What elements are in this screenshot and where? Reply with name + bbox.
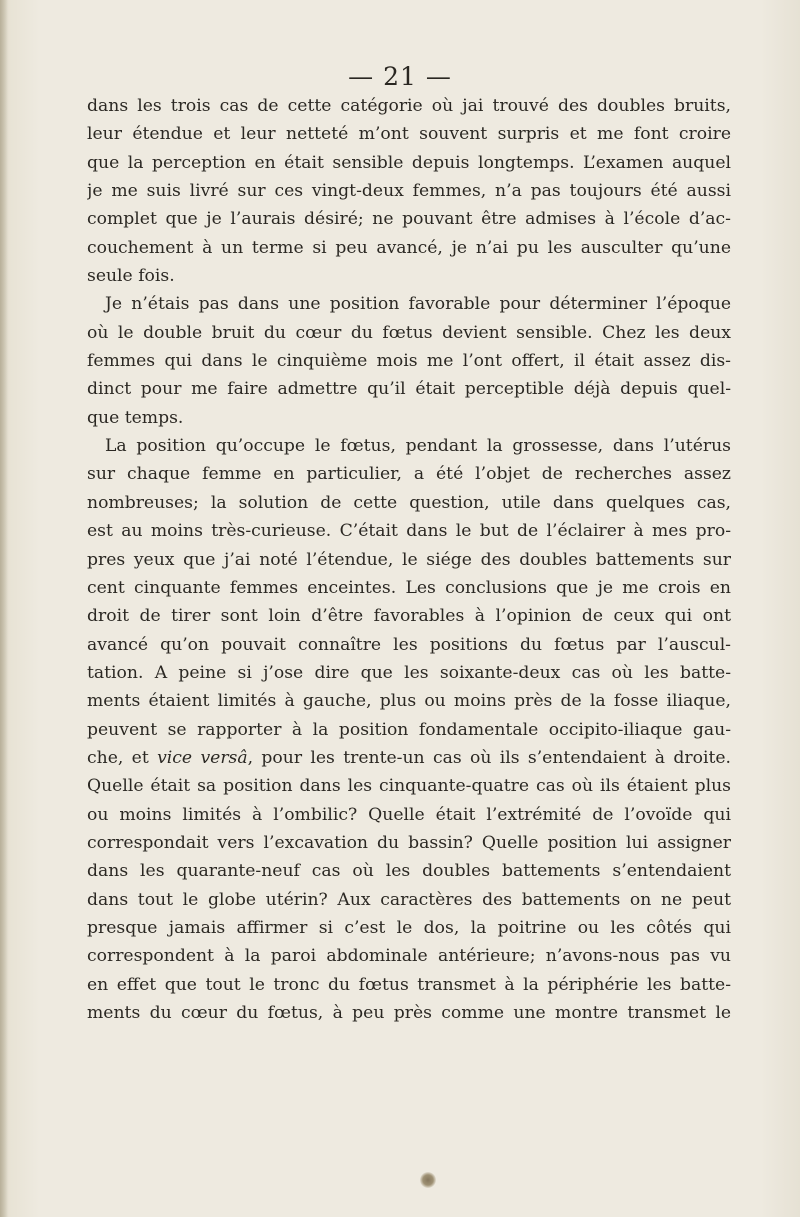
text-line: droit de tirer sont loin d’être favorables à l’opinion de ceux qui ont [87, 606, 731, 627]
text-line: complet que je l’aurais désiré; ne pouvant être admises à l’école d’ac- [87, 209, 731, 230]
italic-phrase: vice versâ [157, 747, 248, 768]
text-line: dans les quarante-neuf cas où les doubles battements s’entendaient [87, 861, 731, 882]
text-line: je me suis livré sur ces vingt-deux femmes, n’a pas toujours été aussi [87, 181, 731, 202]
text-fragment: , pour les trente-un cas où ils s’entendaient à droite. [247, 747, 731, 768]
text-fragment: che, et [87, 747, 149, 768]
text-line: dans les trois cas de cette catégorie où jai trouvé des doubles bruits, [87, 96, 731, 116]
body-text [87, 92, 731, 1027]
text-line: dinct pour me faire admettre qu’il était perceptible déjà depuis quel- [87, 379, 731, 400]
text-line: Je n’étais pas dans une position favorable pour déterminer l’époque [105, 294, 731, 315]
text-line: où le double bruit du cœur du fœtus devient sensible. Chez les deux [87, 322, 731, 343]
text-line: que la perception en était sensible depuis longtemps. L’examen auquel [87, 152, 731, 173]
text-line: Quelle était sa position dans les cinquante-quatre cas où ils étaient plus [87, 776, 731, 797]
text-line: leur étendue et leur netteté m’ont souvent surpris et me font croire [87, 124, 731, 145]
text-line: nombreuses; la solution de cette question, utile dans quelques cas, [87, 492, 731, 513]
binding-shadow [0, 0, 8, 1217]
text-line: femmes qui dans le cinquième mois me l’ont offert, il était assez dis- [87, 351, 731, 372]
text-line: avancé qu’on pouvait connaître les positions du fœtus par l’auscul- [87, 634, 731, 655]
text-line: dans tout le globe utérin? Aux caractères des battements on ne peut [87, 889, 731, 910]
text-line: ou moins limités à l’ombilic? Quelle était l’extrémité de l’ovoïde qui [87, 804, 731, 825]
text-line: seule fois. [87, 266, 175, 287]
text-line: que temps. [87, 407, 184, 428]
text-line-mixed [87, 744, 731, 772]
text-line: La position qu’occupe le fœtus, pendant la grossesse, dans l’utérus [105, 436, 731, 457]
text-line: peuvent se rapporter à la position fondamentale occipito-iliaque gau- [87, 719, 731, 740]
text-line: ments étaient limités à gauche, plus ou moins près de la fosse iliaque, [87, 691, 731, 712]
text-line: sur chaque femme en particulier, a été l’objet de recherches assez [87, 464, 731, 485]
page-number: — 21 — [348, 62, 452, 91]
text-line: ments du cœur du fœtus, à peu près comme une montre transmet le [87, 1003, 731, 1023]
text-line: correspondent à la paroi abdominale antérieure; n’avons-nous pas vu [87, 946, 731, 967]
text-line: presque jamais affirmer si c’est le dos, la poitrine ou les côtés qui [87, 917, 731, 938]
ink-mark [420, 1172, 436, 1188]
text-line: cent cinquante femmes enceintes. Les conclusions que je me crois en [87, 577, 731, 598]
text-line: correspondait vers l’excavation du bassin? Quelle position lui assigner [87, 832, 731, 853]
text-line: en effet que tout le tronc du fœtus transmet à la périphérie les batte- [87, 974, 731, 995]
text-line: tation. A peine si j’ose dire que les soixante-deux cas où les batte- [87, 662, 731, 683]
text-line: couchement à un terme si peu avancé, je n’ai pu les ausculter qu’une [87, 237, 731, 258]
text-line: pres yeux que j’ai noté l’étendue, le siége des doubles battements sur [87, 549, 731, 570]
text-line: est au moins très-curieuse. C’était dans le but de l’éclairer à mes pro- [87, 521, 731, 542]
